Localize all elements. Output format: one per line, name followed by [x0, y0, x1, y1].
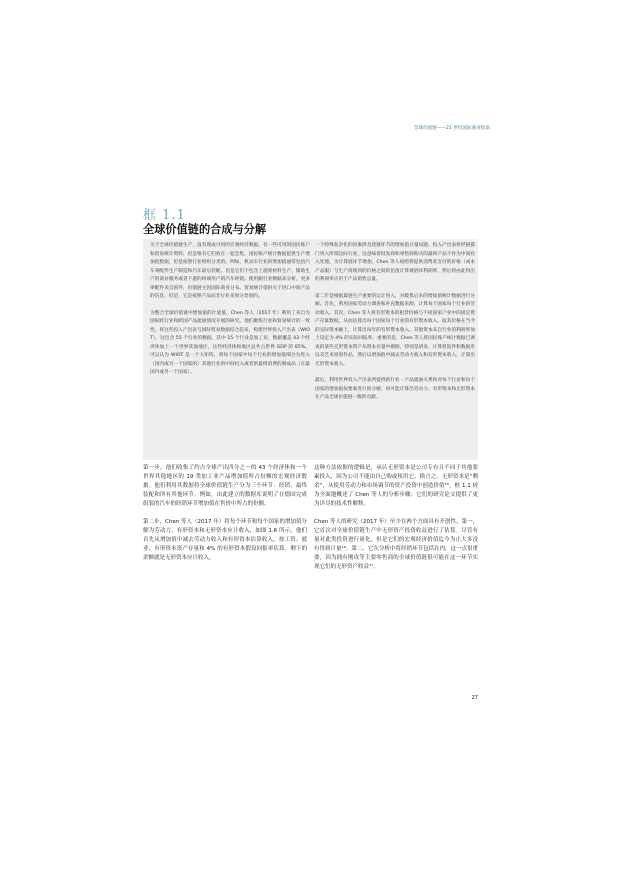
box-paragraph: 第二步是根据最链生产重要的运计进入，对破集后来的增加值统计数据进行分解。首先，利用国家劳动力调查和补充数据来源，计算每个国家每个行业的劳动收入。其次，Chen 等人将有形资本的租赁价格与不同国家产业中的固定资产存量数据，从而估算出每个国家每个行业的有形资本收入。取其价格在当今的实际资本额上，计算出每年的有形资本收入。其他资本来自行业的利润率加上设定为 4% 的实际回报率。重要的是，Chen 等人将国民账户统计数据已调查的某些无形资本资产从资本存量中剔除，特别是研发、计算机软件和数据库以及艺术原创作品，然后以增加值中减去劳动力收入和有形资本收入，计算出无形资本收入。 [315, 293, 475, 367]
body-paragraph: 这种方法依据的逻辑是，承认无形资本是公司专有且不同于其他要素投入，因为公司不能由自己购或租用它。换言之，无形资本是“剩余”，从使用劳动力和市场调节的资产投资中创造价值¹⁵。框 1.1 较为全面地概述了 Chen 等人的分析步骤；它们的研究论文提供了更为详尽的技术性解释。 [314, 465, 478, 507]
body-column-right [314, 464, 478, 581]
running-header: 全球价值链——21 世纪国际商业指南 [413, 126, 490, 131]
box-paragraph: 关于全球价值链生产，没有现成可用的宏观经济数据。有一些可用的国民账户和贸易统计资料，但是唯有它们放在一起会集，国民账户统计数据提供生产增加值数据，但是按照行业组织分类的。例如，机动车行业的增加值通常包括汽车零配件生产制造和汽车最后装配。但是它们不包含上游原材料生产、铺助生产的商业服务或者下游的终端用户的汽车经销。使用跟行业数据来分析，更多零配件来自国外，价值链主因国际商业分布。贸易统计提供关于进口中间产品的信息，但是，它是按照产品而非行业来划分类别的。 [150, 243, 310, 299]
box-paragraph: 一个特殊复杂化的因素涉及绕链环节的增加值计量问题。投入产出表将经链都门列入所谓边际行业，这意味着批发商和零售商购买的最终产品不作为中间投入处理。为计算链环节增加，Chen 等人按照将提供消费者支付的价格（成本产品服）与生产商收到的价格之间的比值计算被链环利润率，然后将由此得出的利润率应用于产品销售总量。 [315, 243, 475, 282]
box-column-right [315, 242, 475, 411]
body-column-left [143, 464, 307, 572]
box-title: 全球价值链的合成与分解 [143, 222, 267, 236]
box-panel [143, 239, 478, 460]
page-number: 27 [471, 695, 478, 701]
box-paragraph: 最后，利用世界投入产出表所提供的行业 - 产品流通关系和对每个行业和每个国家的增加值按要素进行的分解，再可能计算出劳动力、有形资本和无形资本在产品全球价值链一级的贡献。 [315, 378, 475, 400]
body-paragraph: 第一步，他们收集了约占全球产出四分之一的 43 个经济体和一个世界其他地区的 19 类加工业产品增加值所占份额的宏观经济数据。他们利用其数据将全球价值链生产分为三个环节：经销、最终装配和所有其他环节。例如，由此建立的数据库说明了在德国完成组装的汽车的经销环节增加值在售价中所占的份额。 [143, 465, 307, 507]
box-label: 框 1.1 [143, 208, 186, 223]
box-column-left [150, 242, 310, 386]
body-paragraph: Chen 等人的研究（2017 年）至少在两个方面具有开创性。第一，它首次对全球价值链生产中无形资产投资收益进行了估算。尽管有量对此类投资进行量化，但是它们的宏观经济价值迄今为止大多没有得到计量¹⁶。第二，它在分析中将经销环节包括在内，这一点很重要，因为拥有刚攻等主要零售商的全球价值链很可能在这一环节实现它们的无形资产收益¹⁷。 [314, 519, 478, 570]
box-paragraph: 为整合全球价值链中增加值的计量值，Chen 等人（2017 年）利用了来自为国际跨行业和跨国产品流通情况开展的研究，他们聚焦行业和贸易统计的一致性。将这些投入产出表与国际贸易数据结合起来，构建世界投入产出表（WIOT）。这包含 55 个行业的数据，其中 15 个行业是加工业，数据覆盖 43 个经济体加上一个世界其他地区，这些经济体和地区总共占世界 GDP 的 85%。可以认为 WIOT 是一个大矩阵，将每个国家中每个行业的增加值细分为进入（国内或另一个国家的）其他行业的中间投入或者供最终消费的制成品（在最国内或另一个国家）。 [150, 310, 310, 375]
body-paragraph: 第二步，Chen 等人（2017 年）将每个环节和每个国家的增加值分解为劳动力、有形资本和无形资本应计收入，如图 1.6 所示。他们首先从增加值中减去劳动力收入和有形资本估算收入，按工资、就业、有形资本资产存量和 4% 的有形资本假设回报率估算。剩下的余额就是无形资本应计收入。 [143, 519, 307, 561]
